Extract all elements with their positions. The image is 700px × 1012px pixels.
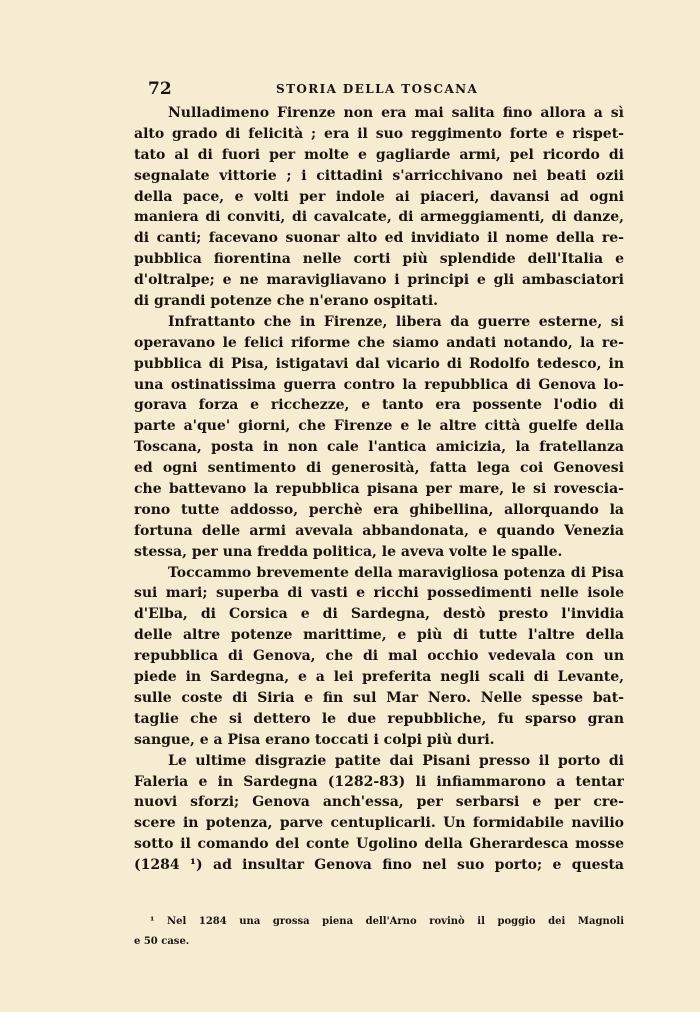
- text-line: scere in potenza, parve centuplicarli. Un formidabile navilio: [134, 815, 624, 832]
- paragraph: [134, 103, 624, 312]
- text-line: Nulladimeno Firenze non era mai salita fino allora a sì: [168, 105, 624, 121]
- text-line: sotto il comando del conte Ugolino della Gherardesca mosse: [134, 836, 624, 853]
- text-line: maniera di conviti, di cavalcate, di armeggiamenti, di danze,: [134, 209, 624, 226]
- text-line: alto grado di felicità ; era il suo reggimento forte e rispet-: [134, 125, 624, 142]
- footnote-line: e 50 case.: [134, 936, 190, 947]
- text-line: di canti; facevano suonar alto ed invidiato il nome della re-: [134, 230, 624, 247]
- text-line: parte a'que' giorni, che Firenze e le altre città guelfe della: [134, 418, 624, 435]
- text-line: ed ogni sentimento di generosità, fatta lega coi Genovesi: [134, 460, 624, 477]
- text-line: stessa, per una fredda politica, le aveva volte le spalle.: [134, 543, 563, 560]
- text-line: Faleria e in Sardegna (1282-83) li infiammarono a tentar: [134, 773, 624, 790]
- text-line: Toccammo brevemente della maravigliosa potenza di Pisa: [168, 564, 624, 581]
- text-line: operavano le felici riforme che siamo andati notando, la re-: [134, 334, 624, 351]
- text-line: della pace, e volti per indole ai piaceri, davansi ad ogni: [134, 188, 624, 205]
- text-line: segnalate vittorie ; i cittadini s'arricchivano nei beati ozii: [134, 167, 624, 184]
- running-title: STORIA DELLA TOSCANA: [276, 82, 479, 96]
- page-header: [136, 79, 624, 101]
- footnote: [134, 912, 624, 952]
- page-number: 72: [148, 79, 172, 99]
- paragraph: [134, 563, 624, 751]
- text-line: piede in Sardegna, e a lei preferita negli scali di Levante,: [134, 669, 624, 686]
- text-line: d'oltralpe; e ne maravigliavano i principi e gli ambasciatori: [134, 272, 624, 289]
- text-line: d'Elba, di Corsica e di Sardegna, destò presto l'invidia: [134, 606, 624, 623]
- text-line: repubblica di Genova, che di mal occhio vedevala con un: [134, 648, 624, 665]
- text-line: taglie che si dettero le due repubbliche, fu sparso gran: [134, 710, 624, 727]
- text-line: tato al di fuori per molte e gagliarde armi, pel ricordo di: [134, 146, 624, 163]
- text-line: Le ultime disgrazie patite dai Pisani presso il porto di: [168, 752, 624, 769]
- text-line: di grandi potenze che n'erano ospitati.: [134, 293, 439, 310]
- text-line: Toscana, posta in non cale l'antica amicizia, la fratellanza: [134, 439, 624, 456]
- text-line: delle altre potenze marittime, e più di tutte l'altre della: [134, 627, 624, 644]
- paragraph: [134, 312, 624, 563]
- text-line: sulle coste di Siria e fin sul Mar Nero. Nelle spesse bat-: [134, 689, 624, 706]
- text-line: Infrattanto che in Firenze, libera da guerre esterne, si: [168, 313, 624, 330]
- paragraph: [134, 751, 624, 876]
- text-line: sui mari; superba di vasti e ricchi possedimenti nelle isole: [134, 585, 624, 602]
- text-line: rono tutte addosso, perchè era ghibellina, allorquando la: [134, 501, 624, 518]
- body-text: [134, 103, 624, 876]
- text-line: fortuna delle armi avevala abbandonata, e quando Venezia: [134, 522, 624, 539]
- text-line: pubblica fiorentina nelle corti più splendide dell'Italia e: [134, 251, 624, 268]
- text-line: gorava forza e ricchezze, e tanto era possente l'odio di: [134, 397, 624, 414]
- text-line: che battevano la repubblica pisana per mare, le si rovescia-: [134, 481, 624, 498]
- text-line: (1284 ¹) ad insultar Genova fino nel suo porto; e questa: [134, 857, 624, 874]
- footnote-line: ¹ Nel 1284 una grossa piena dell'Arno rovinò il poggio dei Magnoli: [150, 916, 624, 927]
- text-line: nuovi sforzi; Genova anch'essa, per serbarsi e per cre-: [134, 794, 624, 811]
- text-line: sangue, e a Pisa erano toccati i colpi più duri.: [134, 731, 495, 748]
- text-line: una ostinatissima guerra contro la repubblica di Genova lo-: [134, 376, 624, 393]
- text-line: pubblica di Pisa, istigatavi dal vicario di Rodolfo tedesco, in: [134, 355, 624, 372]
